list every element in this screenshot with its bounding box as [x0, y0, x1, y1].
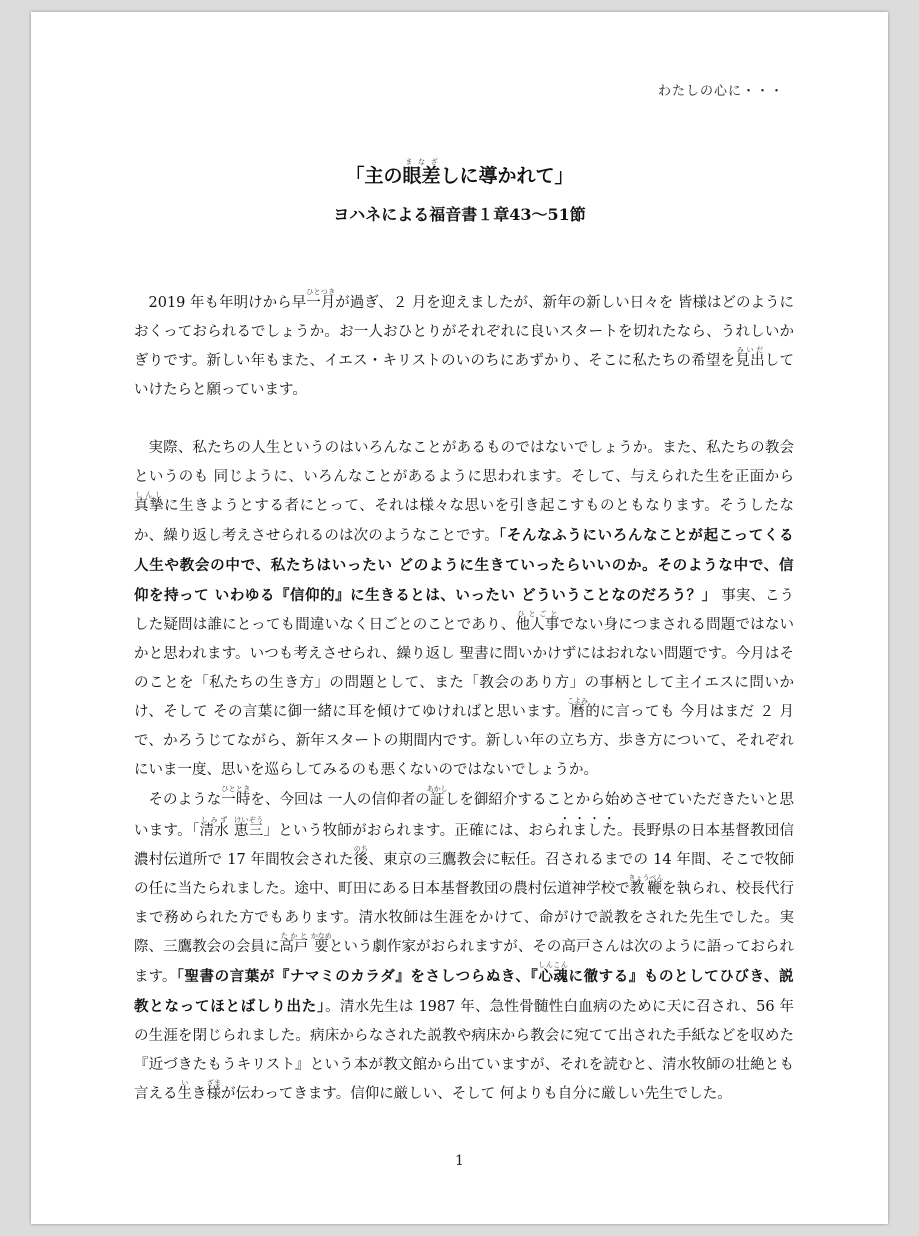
paragraph-1: 2019 年も年明けから早一月ひとつきが過ぎ、２ 月を迎えましたが、新年の新しい日々を 皆様はどのようにおくっておられるでしょうか。お一人おひとりがそれぞれに良いスタートを切れたなら、うれしいかぎりです。新しい年もまた、イエス・キリストのいのちにあずかり、そこに私たちの希望を見出みいだしていけたらと願っています。 — [134, 288, 795, 398]
paragraph-3: そのような一時ひとときを、今回は 一人の信仰者の証あかししを御紹介することから始めさせていただきたいと思います。「清水しみず 恵三けいぞう」という牧師がおられます。正確には、おられました。長野県の日本基督教団信濃村伝道所で 17 年間牧会された後のち、東京の三鷹教会に転任。召されるまでの 14 年間、そこで牧師の任に当たられました。途中、町田にある日本基督教団の農村伝道神学校で教鞭きょうべんを執られ、校長代行まで務められた方でもあります。清水牧師は生涯をかけて、命がけで説教をされた先生でした。実際、三鷹教会の会員に高戸たかと 要かなめという劇作家がおられますが、その高戸さんは次のように語っておられます。「聖書の言葉が『ナマミのカラダ』をさしつらぬき、『心魂しんこんに徹する』ものとしてひびき、説教となってほとばしり出た」。清水先生は 1987 年、急性骨髄性白血病のために天に召され、56 年の生涯を閉じられました。病床からなされた説教や病床から教会に宛てて出された手紙などを収めた『近づきたもうキリスト』という本が教文館から出ていますが、それを読むと、清水牧師の壮絶とも言える生いき様ざまが伝わってきます。信仰に厳しい、そして 何よりも自分に厳しい先生でした。 — [134, 785, 795, 1102]
page-number: 1 — [455, 1153, 464, 1169]
quoted-testimony: 「聖書の言葉が『ナマミのカラダ』をさしつらぬき、『心魂しんこんに徹する』ものとしてひびき、説教となってほとばしり出た」 — [134, 961, 795, 1015]
sermon-body — [134, 288, 794, 1109]
emphasis-dots: れました — [557, 823, 617, 839]
title-ruby: 眼差まなざ — [402, 158, 441, 187]
scripture-reference: ヨハネによる福音書１章43〜51節 — [333, 205, 586, 224]
document-page — [31, 12, 888, 1224]
title-part: 「主の — [345, 165, 403, 187]
header-note: わたしの心に・・・ — [657, 84, 784, 99]
title-part: しに導かれて」 — [440, 165, 574, 187]
quoted-question: 「そんなふうにいろんなことが起こってくる人生や教会の中で、私たちはいったい どのように生きていったらいいのか。そのような中で、信仰を持って いわゆる『信仰的』に生きるとは、いったい どういうことなのだろう？」 — [134, 527, 794, 604]
paragraph-2: 実際、私たちの人生というのはいろんなことがあるものではないでしょうか。また、私たちの教会というのも 同じように、いろんなことがあるように思われます。そして、与えられた生を正面から真摯しんしに生きようとする者にとって、それは様々な思いを引き起こすものともなります。そうしたなか、繰り返し考えさせられるのは次のようなことです。「そんなふうにいろんなことが起こってくる人生や教会の中で、私たちはいったい どのように生きていったらいいのか。そのような中で、信仰を持って いわゆる『信仰的』に生きるとは、いったい どういうことなのだろう？」 事実、こうした疑問は誰にとっても間違いなく日ごとのことであり、他人事ひとごとでない身につまされる問題ではないかと思われます。いつも考えさせられ、繰り返し 聖書に問いかけずにはおれない問題です。今月はそのことを「私たちの生き方」の問題として、また「教会のあり方」の事柄として主イエスに問いかけ、そして その言葉に御一緒に耳を傾けてゆければと思います。暦こよみ的に言っても 今月はまだ ２ 月で、かろうじてながら、新年スタートの期間内です。新しい年の立ち方、歩き方について、それぞれにいま一度、思いを巡らしてみるのも悪くないのではないでしょうか。 — [134, 440, 795, 778]
sermon-title — [31, 158, 888, 188]
